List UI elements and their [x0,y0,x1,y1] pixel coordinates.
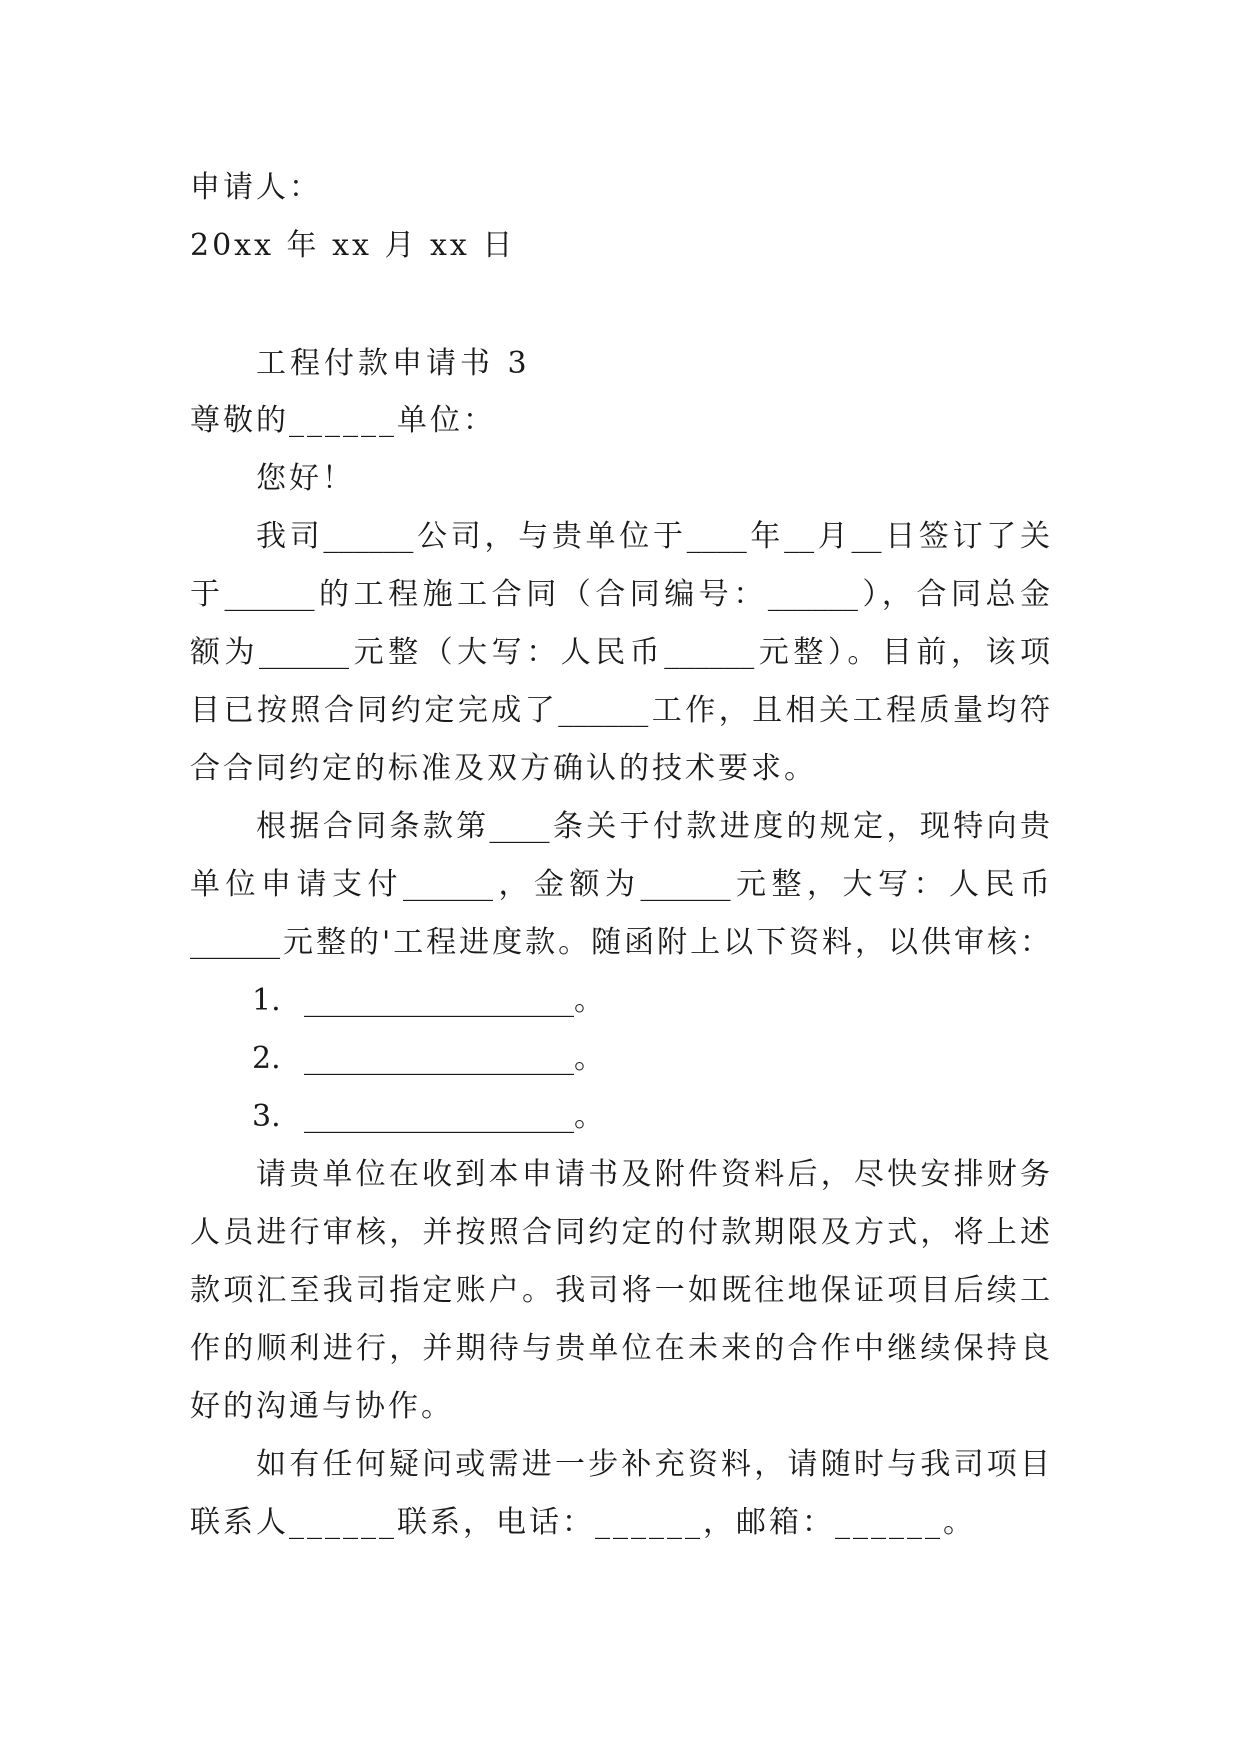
para2-line: 根据合同条款第____条关于付款进度的规定，现特向贵 [256,809,1050,844]
para2-line: ______元整的'工程进度款。随函附上以下资料，以供审核： [190,925,1050,960]
para3-line: 款项汇至我司指定账户。我司将一如既往地保证项目后续工 [190,1273,1050,1308]
para1-line: 我司______公司，与贵单位于____年__月__日签订了关 [256,519,1050,554]
para4-line: 联系人______联系，电话：______，邮箱：______。 [190,1505,976,1540]
para3-line: 人员进行审核，并按照合同约定的付款期限及方式，将上述 [190,1215,1050,1250]
para1-line: 于______的工程施工合同（合同编号：______），合同总金 [190,577,1050,612]
para2-line: 单位申请支付______，金额为______元整，大写：人民币 [190,867,1050,902]
para1-line: 合合同约定的标准及双方确认的技术要求。 [190,751,817,786]
salutation: 尊敬的______单位： [190,403,496,438]
para4-line: 如有任何疑问或需进一步补充资料，请随时与我司项目 [256,1447,1050,1482]
attachment-blank: __________________。 [304,1099,604,1134]
attachment-number: 2. [252,1041,281,1076]
attachment-number: 3. [252,1099,281,1134]
para1-line: 目已按照合同约定完成了______工作，且相关工程质量均符 [190,693,1050,728]
para1-line: 额为______元整（大写：人民币______元整）。目前，该项 [190,635,1050,670]
para3-line: 好的沟通与协作。 [190,1389,454,1424]
applicant-label: 申请人： [190,170,322,205]
attachment-blank: __________________。 [304,1041,604,1076]
greeting: 您好！ [256,461,355,496]
para3-line: 请贵单位在收到本申请书及附件资料后，尽快安排财务 [256,1157,1050,1192]
attachment-number: 1. [252,983,281,1018]
para3-line: 作的顺利进行，并期待与贵单位在未来的合作中继续保持良 [190,1331,1050,1366]
signature-date: 20xx 年 xx 月 xx 日 [190,228,516,263]
letter-title: 工程付款申请书 3 [256,346,531,381]
attachment-blank: __________________。 [304,983,604,1018]
